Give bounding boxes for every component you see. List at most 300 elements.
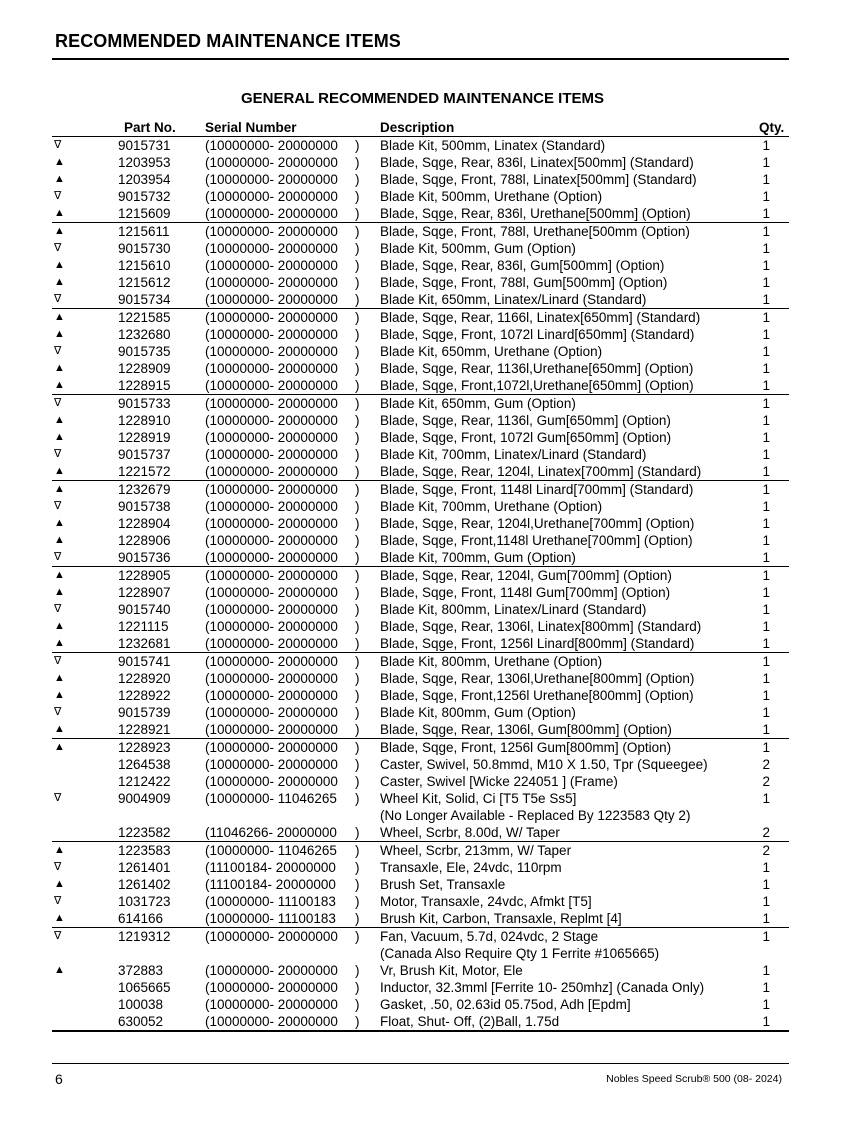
table-row xyxy=(52,859,789,876)
row-serial-number xyxy=(203,893,380,910)
row-description: Vr, Brush Kit, Motor, Ele xyxy=(380,963,523,978)
row-part-no: 1228923 xyxy=(118,739,203,757)
row-serial-range: (10000000- 20000000 xyxy=(205,499,338,514)
row-qty: 1 xyxy=(762,516,770,531)
row-qty: 1 xyxy=(762,258,770,273)
row-serial-number xyxy=(203,309,380,327)
row-mark-icon: ▲ xyxy=(54,637,65,649)
row-part-no xyxy=(118,945,203,962)
row-mark-icon: ▲ xyxy=(52,309,118,327)
table-row xyxy=(52,1013,789,1031)
row-part-no: 1215610 xyxy=(118,258,171,273)
row-mark-icon: ∇ xyxy=(54,448,62,460)
table-row xyxy=(52,584,789,601)
row-description: Blade, Sqge, Rear, 1204l, Gum[700mm] (Option) xyxy=(380,567,759,585)
row-qty: 1 xyxy=(762,499,770,514)
row-description: Caster, Swivel, 50.8mmd, M10 X 1.50, Tpr (Squeegee) xyxy=(380,757,708,772)
row-serial-close-paren: ) xyxy=(355,602,360,617)
row-qty: 1 xyxy=(762,361,770,376)
parts-table xyxy=(52,119,789,1032)
row-serial-close-paren: ) xyxy=(355,344,360,359)
table-row xyxy=(52,515,789,532)
table-row xyxy=(52,756,789,773)
row-description: Blade, Sqge, Rear, 1306l,Urethane[800mm] (Option) xyxy=(380,671,695,686)
row-description: Blade, Sqge, Rear, 1204l,Urethane[700mm] (Option) xyxy=(380,516,695,531)
row-serial-number xyxy=(203,859,380,876)
row-serial-close-paren: ) xyxy=(355,292,360,307)
table-row xyxy=(52,910,789,928)
row-qty: 1 xyxy=(762,791,770,806)
row-mark-icon: ∇ xyxy=(52,653,118,671)
row-serial-number xyxy=(203,360,380,377)
table-row xyxy=(52,807,789,824)
row-serial-number xyxy=(203,945,380,962)
row-part-no: 1221572 xyxy=(118,464,171,479)
row-part-no: 9015737 xyxy=(118,447,171,462)
row-description: Blade, Sqge, Rear, 1306l, Gum[800mm] (Option) xyxy=(380,722,672,737)
row-serial-number xyxy=(203,584,380,601)
row-serial-number xyxy=(203,223,380,241)
section-title xyxy=(52,90,789,107)
row-mark-icon: ∇ xyxy=(52,928,118,946)
row-qty: 1 xyxy=(762,138,770,153)
row-serial-range: (11046266- 20000000 xyxy=(205,825,337,840)
row-part-no: 614166 xyxy=(118,911,164,926)
table-row xyxy=(52,790,789,807)
row-part-no: 100038 xyxy=(118,997,164,1012)
row-serial-range: (10000000- 20000000 xyxy=(205,688,338,703)
row-serial-close-paren: ) xyxy=(355,791,360,806)
row-description: Blade, Sqge, Rear, 1306l, Linatex[800mm] (Standard) xyxy=(380,619,702,634)
row-serial-range: (10000000- 20000000 xyxy=(205,327,338,342)
row-serial-close-paren: ) xyxy=(355,1014,360,1029)
row-serial-close-paren: ) xyxy=(355,189,360,204)
row-mark-icon: ▲ xyxy=(54,362,65,374)
table-row xyxy=(52,979,789,996)
row-serial-number xyxy=(203,205,380,223)
table-row xyxy=(52,721,789,739)
table-row xyxy=(52,223,789,241)
row-mark-icon: ▲ xyxy=(54,586,65,598)
row-mark-icon: ▲ xyxy=(54,207,65,219)
table-row xyxy=(52,962,789,979)
row-qty: 2 xyxy=(759,842,789,860)
table-row xyxy=(52,498,789,515)
row-mark-icon: ∇ xyxy=(54,603,62,615)
row-serial-range: (10000000- 20000000 xyxy=(205,619,338,634)
row-serial-number xyxy=(203,928,380,946)
table-row xyxy=(52,842,789,860)
row-serial-close-paren: ) xyxy=(355,980,360,995)
row-serial-range: (10000000- 20000000 xyxy=(205,361,338,376)
row-serial-range: (10000000- 20000000 xyxy=(205,482,338,497)
row-serial-range: (10000000- 20000000 xyxy=(205,671,338,686)
row-serial-number xyxy=(203,549,380,567)
row-serial-range: (10000000- 20000000 xyxy=(205,430,338,445)
row-serial-close-paren: ) xyxy=(355,224,360,239)
row-qty: 1 xyxy=(759,395,789,413)
row-mark-icon: ∇ xyxy=(54,293,62,305)
row-serial-number xyxy=(203,979,380,996)
row-description: Blade Kit, 650mm, Urethane (Option) xyxy=(380,344,603,359)
row-description: Wheel, Scrbr, 8.00d, W/ Taper xyxy=(380,825,560,840)
row-serial-range: (10000000- 20000000 xyxy=(205,1014,338,1029)
row-serial-range: (10000000- 20000000 xyxy=(205,310,338,325)
row-part-no: 1223583 xyxy=(118,842,203,860)
table-row xyxy=(52,291,789,309)
row-serial-number xyxy=(203,154,380,171)
row-serial-number xyxy=(203,532,380,549)
row-serial-range: (10000000- 20000000 xyxy=(205,413,338,428)
table-row xyxy=(52,205,789,223)
table-row xyxy=(52,601,789,618)
row-description: Blade, Sqge, Front,1148l Urethane[700mm] (Option) xyxy=(380,533,693,548)
row-serial-close-paren: ) xyxy=(355,241,360,256)
row-description: Blade, Sqge, Rear, 1136l,Urethane[650mm] (Option) xyxy=(380,361,694,376)
row-part-no: 1203953 xyxy=(118,155,171,170)
row-part-no: 1203954 xyxy=(118,172,171,187)
page-title: RECOMMENDED MAINTENANCE ITEMS xyxy=(55,31,401,51)
row-serial-number xyxy=(203,481,380,499)
row-qty: 1 xyxy=(759,653,789,671)
row-serial-number xyxy=(203,756,380,773)
table-row xyxy=(52,687,789,704)
row-serial-number xyxy=(203,962,380,979)
row-description: Blade, Sqge, Front,1072l,Urethane[650mm] (Option) xyxy=(380,378,694,393)
row-serial-close-paren: ) xyxy=(355,929,360,944)
row-mark-icon: ▲ xyxy=(54,912,65,924)
row-description: Blade, Sqge, Front, 788l, Urethane[500mm (Option) xyxy=(380,223,759,241)
row-description: Blade Kit, 500mm, Urethane (Option) xyxy=(380,189,603,204)
row-serial-number xyxy=(203,670,380,687)
row-part-no: 1215611 xyxy=(118,223,203,241)
row-qty: 2 xyxy=(762,774,770,789)
row-description: (Canada Also Require Qty 1 Ferrite #1065665) xyxy=(380,946,660,961)
row-qty: 2 xyxy=(762,757,770,772)
row-description: Blade Kit, 650mm, Linatex/Linard (Standard) xyxy=(380,292,647,307)
row-mark-icon xyxy=(52,756,118,773)
row-serial-close-paren: ) xyxy=(355,877,360,892)
row-serial-range: (10000000- 20000000 xyxy=(205,138,338,153)
row-qty: 1 xyxy=(762,688,770,703)
row-description: Brush Kit, Carbon, Transaxle, Replmt [4] xyxy=(380,911,622,926)
footer-text: Nobles Speed Scrub® 500 (08- 2024) xyxy=(606,1073,782,1085)
row-part-no: 9015731 xyxy=(118,138,171,153)
row-part-no: 1264538 xyxy=(118,757,171,772)
row-serial-range: (10000000- 20000000 xyxy=(205,929,338,944)
row-description: Blade, Sqge, Front, 1256l Linard[800mm] (Standard) xyxy=(380,636,695,651)
row-qty: 1 xyxy=(762,636,770,651)
row-part-no: 1228906 xyxy=(118,533,171,548)
row-description: Blade, Sqge, Front, 1072l Gum[650mm] (Option) xyxy=(380,430,672,445)
row-serial-close-paren: ) xyxy=(355,774,360,789)
table-row xyxy=(52,171,789,188)
row-serial-range: (10000000- 20000000 xyxy=(205,550,338,565)
row-serial-close-paren: ) xyxy=(355,671,360,686)
table-row xyxy=(52,876,789,893)
row-part-no: 1228921 xyxy=(118,722,171,737)
row-mark-icon: ∇ xyxy=(54,190,62,202)
row-serial-close-paren: ) xyxy=(355,206,360,221)
row-description: Fan, Vacuum, 5.7d, 024vdc, 2 Stage xyxy=(380,928,759,946)
row-part-no: 1228919 xyxy=(118,430,171,445)
row-description: Wheel Kit, Solid, Ci [T5 T5e Ss5] xyxy=(380,791,577,806)
row-serial-number xyxy=(203,377,380,395)
row-qty xyxy=(759,945,789,962)
row-description: Blade Kit, 700mm, Gum (Option) xyxy=(380,550,576,565)
table-row xyxy=(52,618,789,635)
row-mark-icon: ∇ xyxy=(52,395,118,413)
row-description: Blade Kit, 500mm, Gum (Option) xyxy=(380,241,576,256)
row-description: Blade, Sqge, Rear, 836l, Gum[500mm] (Option) xyxy=(380,258,665,273)
row-serial-close-paren: ) xyxy=(355,740,360,755)
row-serial-close-paren: ) xyxy=(355,155,360,170)
row-part-no: 630052 xyxy=(118,1013,203,1031)
row-qty: 1 xyxy=(762,671,770,686)
row-part-no: 1228910 xyxy=(118,413,171,428)
row-serial-close-paren: ) xyxy=(355,894,360,909)
header-serial-number: Serial Number xyxy=(203,119,380,137)
row-part-no: 9015734 xyxy=(118,292,171,307)
row-part-no: 1232680 xyxy=(118,327,171,342)
row-description: Blade, Sqge, Rear, 1136l, Gum[650mm] (Option) xyxy=(380,413,671,428)
row-serial-range: (10000000- 20000000 xyxy=(205,241,338,256)
row-part-no: 1228904 xyxy=(118,516,171,531)
row-qty: 1 xyxy=(759,567,789,585)
row-mark-icon: ▲ xyxy=(52,739,118,757)
row-serial-number xyxy=(203,171,380,188)
row-part-no: 9004909 xyxy=(118,791,171,806)
table-row xyxy=(52,429,789,446)
row-description: Blade, Sqge, Rear, 1204l, Linatex[700mm] (Standard) xyxy=(380,464,702,479)
row-serial-range: (10000000- 20000000 xyxy=(205,206,338,221)
row-part-no: 9015730 xyxy=(118,241,171,256)
table-header-row xyxy=(52,119,789,137)
row-mark-icon: ▲ xyxy=(54,156,65,168)
row-serial-close-paren: ) xyxy=(355,585,360,600)
table-row xyxy=(52,309,789,327)
row-serial-range: (10000000- 20000000 xyxy=(205,464,338,479)
row-serial-range: (10000000- 20000000 xyxy=(205,275,338,290)
row-serial-number xyxy=(203,876,380,893)
row-serial-close-paren: ) xyxy=(355,619,360,634)
row-qty: 1 xyxy=(762,980,770,995)
row-description: Blade Kit, 700mm, Urethane (Option) xyxy=(380,499,603,514)
row-part-no: 1228920 xyxy=(118,671,171,686)
row-part-no: 9015735 xyxy=(118,344,171,359)
row-serial-range: (10000000- 20000000 xyxy=(205,757,338,772)
row-qty: 1 xyxy=(759,223,789,241)
row-part-no: 1212422 xyxy=(118,774,171,789)
row-serial-close-paren: ) xyxy=(355,533,360,548)
row-mark-icon: ∇ xyxy=(54,345,62,357)
row-serial-range: (10000000- 20000000 xyxy=(205,378,338,393)
row-mark-icon xyxy=(52,1013,118,1031)
row-serial-number xyxy=(203,618,380,635)
row-serial-range: (10000000- 20000000 xyxy=(205,189,338,204)
row-mark-icon xyxy=(52,773,118,790)
row-serial-number xyxy=(203,463,380,481)
row-serial-close-paren: ) xyxy=(355,757,360,772)
row-serial-close-paren: ) xyxy=(355,447,360,462)
row-serial-number xyxy=(203,257,380,274)
row-serial-range: (10000000- 20000000 xyxy=(205,516,338,531)
row-mark-icon: ▲ xyxy=(54,964,65,976)
row-mark-icon: ∇ xyxy=(54,551,62,563)
row-part-no: 1221115 xyxy=(118,619,169,634)
row-mark-icon: ▲ xyxy=(54,276,65,288)
row-serial-close-paren: ) xyxy=(355,327,360,342)
row-mark-icon xyxy=(52,996,118,1013)
row-part-no: 1228905 xyxy=(118,567,203,585)
row-serial-close-paren: ) xyxy=(355,396,360,411)
row-mark-icon: ▲ xyxy=(54,689,65,701)
row-mark-icon: ∇ xyxy=(54,861,62,873)
row-serial-range: (10000000- 20000000 xyxy=(205,155,338,170)
row-description: Blade Kit, 500mm, Linatex (Standard) xyxy=(380,138,606,153)
row-qty: 1 xyxy=(762,292,770,307)
row-qty: 1 xyxy=(762,344,770,359)
table-row xyxy=(52,549,789,567)
row-serial-number xyxy=(203,739,380,757)
row-mark-icon: ▲ xyxy=(54,465,65,477)
section-title-text: GENERAL RECOMMENDED MAINTENANCE ITEMS xyxy=(240,90,605,107)
row-serial-number xyxy=(203,188,380,205)
row-description: Blade Kit, 700mm, Linatex/Linard (Standard) xyxy=(380,447,647,462)
row-serial-number xyxy=(203,498,380,515)
row-serial-close-paren: ) xyxy=(355,413,360,428)
row-description: Blade Kit, 800mm, Gum (Option) xyxy=(380,705,576,720)
row-serial-range: (10000000- 20000000 xyxy=(205,980,338,995)
row-serial-number xyxy=(203,240,380,257)
row-serial-range: (11100184- 20000000 xyxy=(205,877,336,892)
table-row xyxy=(52,343,789,360)
table-row xyxy=(52,360,789,377)
row-serial-close-paren: ) xyxy=(355,722,360,737)
row-qty: 1 xyxy=(762,189,770,204)
table-row xyxy=(52,893,789,910)
row-serial-number xyxy=(203,996,380,1013)
row-qty xyxy=(759,807,789,824)
row-mark-icon: ▲ xyxy=(52,481,118,499)
row-mark-icon: ▲ xyxy=(54,173,65,185)
row-mark-icon: ∇ xyxy=(54,792,62,804)
row-part-no: 1221585 xyxy=(118,309,203,327)
row-mark-icon: ▲ xyxy=(52,567,118,585)
row-serial-close-paren: ) xyxy=(355,568,360,583)
row-description: Blade, Sqge, Front, 1256l Gum[800mm] (Option) xyxy=(380,739,759,757)
row-serial-close-paren: ) xyxy=(355,430,360,445)
table-row xyxy=(52,773,789,790)
row-description: Blade, Sqge, Front, 1072l Linard[650mm] (Standard) xyxy=(380,327,695,342)
row-part-no: 1228915 xyxy=(118,378,171,393)
row-qty: 1 xyxy=(762,550,770,565)
row-serial-range: (10000000- 20000000 xyxy=(205,636,338,651)
row-description: Wheel, Scrbr, 213mm, W/ Taper xyxy=(380,842,759,860)
row-part-no: 1228922 xyxy=(118,688,171,703)
row-serial-number xyxy=(203,790,380,807)
row-serial-close-paren: ) xyxy=(355,843,360,858)
row-mark-icon: ∇ xyxy=(54,242,62,254)
row-serial-close-paren: ) xyxy=(355,860,360,875)
row-mark-icon xyxy=(52,945,118,962)
table-row xyxy=(52,154,789,171)
row-description: Blade, Sqge, Rear, 836l, Urethane[500mm] (Option) xyxy=(380,206,691,221)
row-serial-range: (10000000- 20000000 xyxy=(205,568,338,583)
row-serial-range: (10000000- 11046265 xyxy=(205,843,337,858)
row-description: Blade, Sqge, Front, 788l, Linatex[500mm] (Standard) xyxy=(380,172,697,187)
row-serial-number xyxy=(203,824,380,842)
row-mark-icon xyxy=(52,807,118,824)
row-serial-close-paren: ) xyxy=(355,654,360,669)
row-qty: 1 xyxy=(762,722,770,737)
row-part-no: 1065665 xyxy=(118,980,171,995)
row-serial-number xyxy=(203,567,380,585)
row-part-no: 1215609 xyxy=(118,206,171,221)
table-row xyxy=(52,567,789,585)
table-row xyxy=(52,704,789,721)
header-mark xyxy=(52,119,118,137)
row-serial-close-paren: ) xyxy=(355,963,360,978)
row-serial-range: (10000000- 20000000 xyxy=(205,602,338,617)
row-mark-icon: ∇ xyxy=(54,895,62,907)
row-serial-range: (10000000- 11100183 xyxy=(205,894,336,909)
row-serial-close-paren: ) xyxy=(355,705,360,720)
row-serial-range: (10000000- 11046265 xyxy=(205,791,337,806)
row-description: Float, Shut- Off, (2)Ball, 1.75d xyxy=(380,1013,759,1031)
row-description: Blade Kit, 650mm, Gum (Option) xyxy=(380,395,759,413)
row-serial-close-paren: ) xyxy=(355,825,360,840)
table-row xyxy=(52,377,789,395)
row-serial-close-paren: ) xyxy=(355,482,360,497)
row-serial-close-paren: ) xyxy=(355,636,360,651)
row-qty: 1 xyxy=(762,206,770,221)
row-serial-number xyxy=(203,807,380,824)
row-serial-range: (11100184- 20000000 xyxy=(205,860,336,875)
row-serial-close-paren: ) xyxy=(355,464,360,479)
row-serial-close-paren: ) xyxy=(355,499,360,514)
table-row xyxy=(52,257,789,274)
row-part-no: 1031723 xyxy=(118,894,171,909)
row-description: Blade, Sqge, Front, 1148l Gum[700mm] (Option) xyxy=(380,585,671,600)
row-qty: 1 xyxy=(762,327,770,342)
row-serial-range: (10000000- 11100183 xyxy=(205,911,336,926)
row-serial-number xyxy=(203,446,380,463)
row-qty: 1 xyxy=(759,739,789,757)
row-serial-range: (10000000- 20000000 xyxy=(205,172,338,187)
row-mark-icon: ▲ xyxy=(54,379,65,391)
row-part-no: 9015733 xyxy=(118,395,203,413)
title-rule xyxy=(52,58,789,60)
table-row xyxy=(52,653,789,671)
row-serial-close-paren: ) xyxy=(355,550,360,565)
row-serial-close-paren: ) xyxy=(355,516,360,531)
row-description: Brush Set, Transaxle xyxy=(380,877,506,892)
table-row xyxy=(52,532,789,549)
row-serial-range: (10000000- 20000000 xyxy=(205,344,338,359)
row-mark-icon: ▲ xyxy=(54,328,65,340)
table-row xyxy=(52,240,789,257)
row-serial-number xyxy=(203,601,380,618)
row-part-no: 372883 xyxy=(118,963,164,978)
row-mark-icon: ▲ xyxy=(54,517,65,529)
row-description: Blade, Sqge, Rear, 1166l, Linatex[650mm] (Standard) xyxy=(380,309,759,327)
row-qty: 1 xyxy=(762,430,770,445)
row-qty: 1 xyxy=(762,533,770,548)
row-qty: 1 xyxy=(762,378,770,393)
row-serial-number xyxy=(203,412,380,429)
row-serial-range: (10000000- 20000000 xyxy=(205,997,338,1012)
